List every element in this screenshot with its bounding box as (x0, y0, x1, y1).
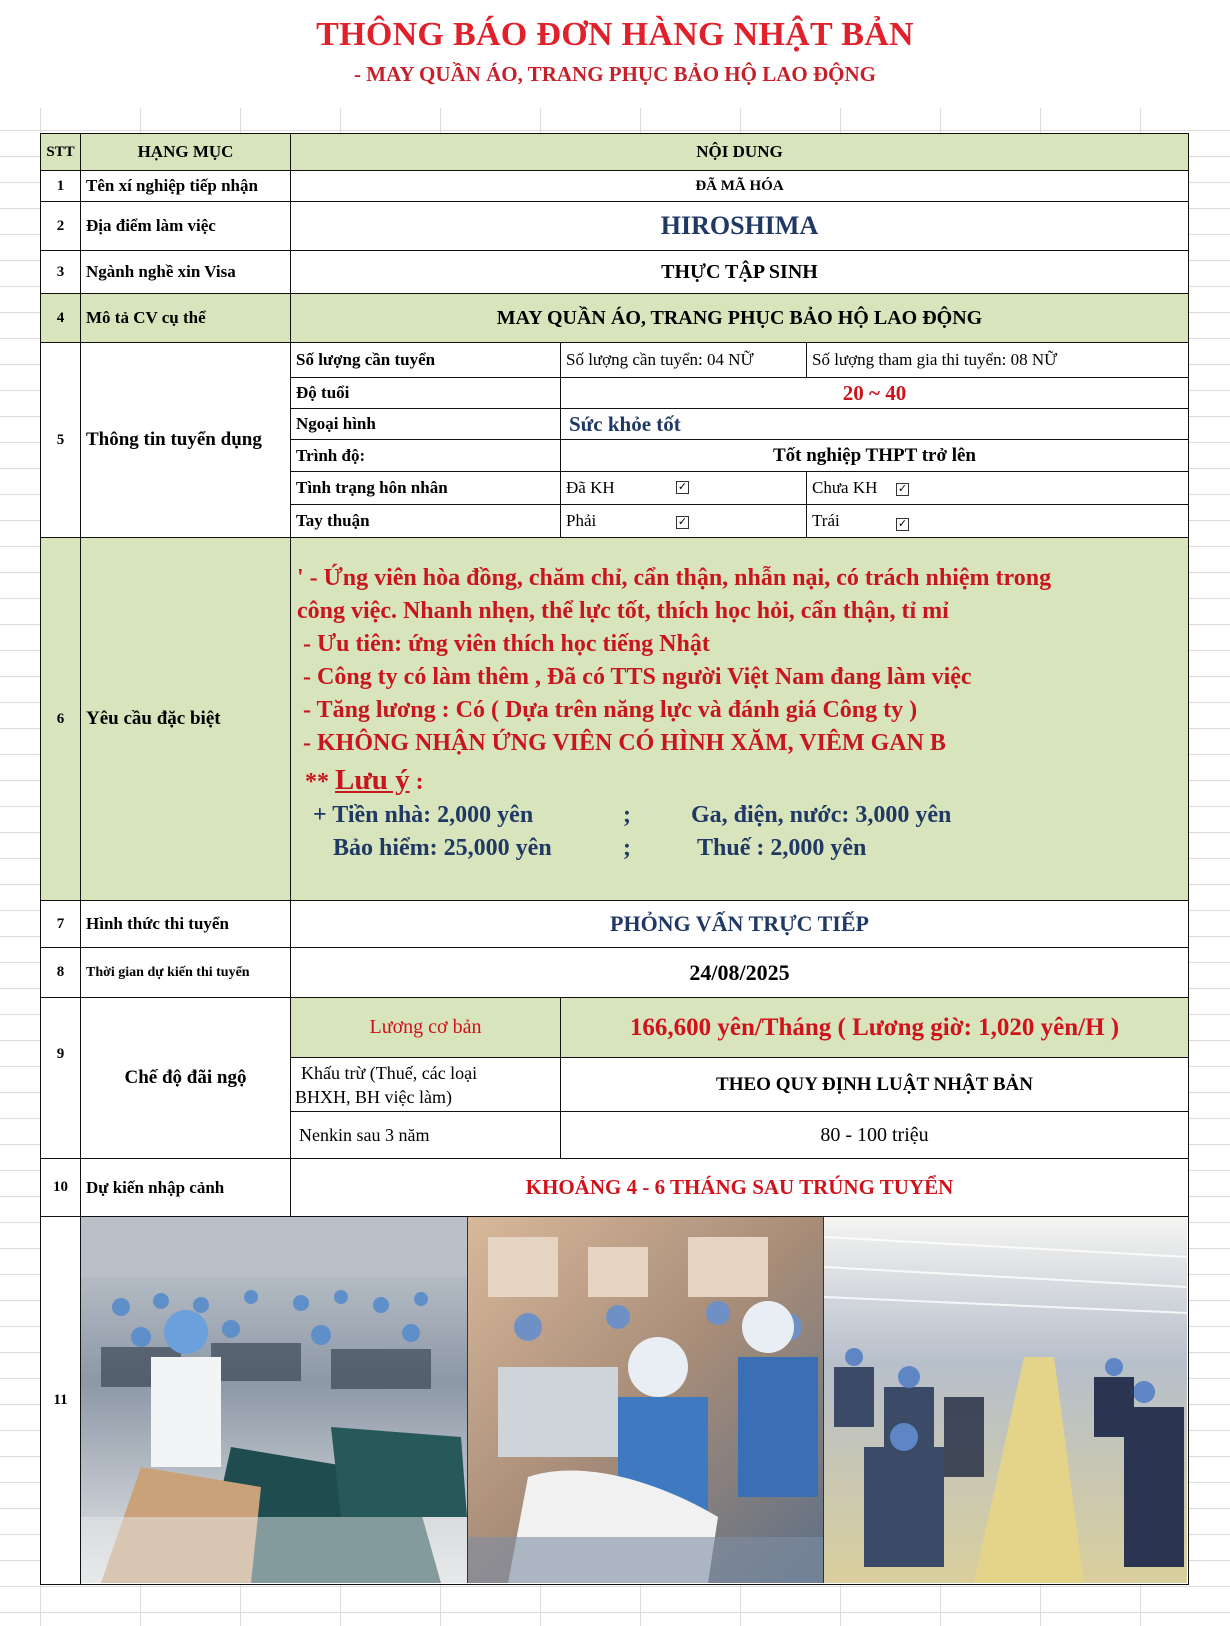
row-4-stt: 4 (40, 293, 81, 343)
single-label: Chưa KH (812, 478, 878, 497)
row-2-label: Địa điểm làm việc (80, 201, 291, 251)
row-5-label: Thông tin tuyển dụng (80, 342, 291, 538)
row-1-label: Tên xí nghiệp tiếp nhận (80, 170, 291, 202)
row-3-label: Ngành nghề xin Visa (80, 250, 291, 294)
note-prefix: ** (305, 769, 335, 795)
row-4-label: Mô tả CV cụ thể (80, 293, 291, 343)
row-1-stt: 1 (40, 170, 81, 202)
exam-date-value: 24/08/2025 (290, 947, 1189, 998)
job-description-value: MAY QUẦN ÁO, TRANG PHỤC BẢO HỘ LAO ĐỘNG (290, 293, 1189, 343)
dominant-hand-label: Tay thuận (290, 504, 561, 538)
factory-photo-3 (823, 1217, 1187, 1583)
requirement-line: ' - Ứng viên hòa đồng, chăm chỉ, cẩn thận, nhẫn nại, có trách nhiệm trong (297, 565, 1052, 591)
right-hand-checkbox[interactable]: ✓ (677, 515, 688, 528)
row-5-stt: 5 (40, 342, 81, 538)
header-content: NỘI DUNG (290, 133, 1189, 171)
company-name-value: ĐÃ MÃ HÓA (290, 170, 1189, 202)
header-stt: STT (40, 133, 81, 171)
nenkin-label: Nenkin sau 3 năm (290, 1111, 561, 1159)
education-label: Trình độ: (290, 439, 561, 472)
exam-quantity-value: Số lượng tham gia thi tuyển: 08 NỮ (806, 342, 1189, 378)
row-6-stt: 6 (40, 537, 81, 901)
header (0, 0, 1230, 108)
row-2-stt: 2 (40, 201, 81, 251)
note-suffix: : (409, 769, 424, 795)
row-7-stt: 7 (40, 900, 81, 948)
age-label: Độ tuổi (290, 377, 561, 409)
left-hand-label: Trái (812, 511, 840, 530)
note-heading (297, 764, 424, 799)
row-11-stt: 11 (40, 1216, 81, 1585)
special-requirements (290, 537, 1189, 901)
exam-format-value: PHỎNG VẤN TRỰC TIẾP (290, 900, 1189, 948)
row-7-label: Hình thức thi tuyển (80, 900, 291, 948)
row-9-label: Chế độ đãi ngộ (80, 997, 291, 1159)
base-salary-label: Lương cơ bản (290, 997, 561, 1058)
single-option (806, 471, 1189, 505)
fees-row-2 (297, 832, 1180, 865)
row-9-stt: 9 (40, 997, 81, 1159)
married-checkbox[interactable]: ✓ (677, 480, 688, 493)
visa-type-value: THỰC TẬP SINH (290, 250, 1189, 294)
requirement-line: - Tăng lương : Có ( Dựa trên năng lực và đánh giá Công ty ) (297, 697, 918, 723)
married-label: Đã KH (566, 478, 615, 497)
quantity-label: Số lượng cần tuyển (290, 342, 561, 378)
requirement-line: - KHÔNG NHẬN ỨNG VIÊN CÓ HÌNH XĂM, VIÊM GAN B (297, 730, 946, 756)
page-title: THÔNG BÁO ĐƠN HÀNG NHẬT BẢN (316, 16, 914, 53)
deduction-label-line: Khấu trừ (Thuế, các loại (301, 1062, 478, 1083)
right-hand-label: Phải (566, 511, 597, 530)
tax-fee: Thuế : 2,000 yên (697, 835, 867, 861)
header-category: HẠNG MỤC (80, 133, 291, 171)
factory-photo-1 (81, 1217, 467, 1583)
appearance-label: Ngoại hình (290, 408, 561, 440)
single-checkbox[interactable]: ✓ (897, 482, 908, 495)
page-subtitle: - MAY QUẦN ÁO, TRANG PHỤC BẢO HỘ LAO ĐỘNG (354, 62, 876, 86)
row-10-label: Dự kiến nhập cảnh (80, 1158, 291, 1217)
requirement-line: công việc. Nhanh nhẹn, thể lực tốt, thích học hỏi, cẩn thận, tỉ mỉ (297, 598, 949, 624)
row-3-stt: 3 (40, 250, 81, 294)
utilities-fee: Ga, điện, nước: 3,000 yên (691, 802, 952, 828)
deduction-label (290, 1057, 561, 1112)
appearance-value: Sức khỏe tốt (560, 408, 1189, 440)
deduction-label-line: BHXH, BH việc làm) (295, 1086, 452, 1107)
housing-fee: + Tiền nhà: 2,000 yên (313, 802, 534, 828)
row-8-stt: 8 (40, 947, 81, 998)
note-label: Lưu ý (335, 764, 410, 796)
left-hand-checkbox[interactable]: ✓ (897, 517, 908, 530)
entry-estimate-value: KHOẢNG 4 - 6 THÁNG SAU TRÚNG TUYỂN (290, 1158, 1189, 1217)
row-10-stt: 10 (40, 1158, 81, 1217)
requirement-line: - Công ty có làm thêm , Đã có TTS người Việt Nam đang làm việc (297, 664, 972, 690)
fees-row-1 (297, 799, 1180, 832)
row-8-label: Thời gian dự kiến thi tuyển (80, 947, 291, 998)
factory-photos (80, 1216, 1189, 1585)
nenkin-value: 80 - 100 triệu (560, 1111, 1189, 1159)
row-6-label: Yêu cầu đặc biệt (80, 537, 291, 901)
marital-status-label: Tình trạng hôn nhân (290, 471, 561, 505)
requirement-line: - Ưu tiên: ứng viên thích học tiếng Nhật (297, 631, 710, 657)
insurance-fee: Bảo hiểm: 25,000 yên (333, 835, 552, 861)
fee-separator: ; (623, 802, 631, 828)
factory-photo-2 (467, 1217, 823, 1583)
base-salary-value: 166,600 yên/Tháng ( Lương giờ: 1,020 yên/H ) (560, 997, 1189, 1058)
quantity-value: Số lượng cần tuyển: 04 NỮ (560, 342, 807, 378)
age-value: 20 ~ 40 (560, 377, 1189, 409)
fee-separator: ; (623, 835, 631, 861)
education-value: Tốt nghiệp THPT trở lên (560, 439, 1189, 472)
left-hand-option (806, 504, 1189, 538)
work-location-value: HIROSHIMA (290, 201, 1189, 251)
deduction-value: THEO QUY ĐỊNH LUẬT NHẬT BẢN (560, 1057, 1189, 1112)
